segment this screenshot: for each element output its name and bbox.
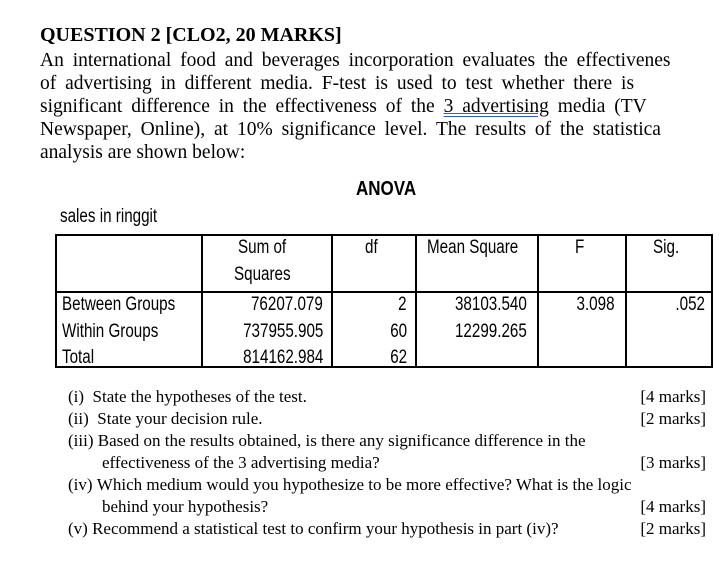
part-text: Based on the results obtained, is there any significance difference in the — [97, 431, 586, 450]
part-number: (ii) — [68, 409, 89, 428]
part-v-marks: [2 marks] — [640, 519, 706, 538]
part-text: State your decision rule. — [97, 409, 263, 428]
paragraph-line-4: Newspaper, Online), at 10% significance level. The results of the statistica — [40, 119, 661, 140]
paragraph-line-3-end: media (TV — [548, 96, 647, 117]
part-number: (i) — [68, 387, 85, 406]
part-iv — [68, 475, 632, 495]
underlined-phrase: 3 advertising — [443, 96, 549, 117]
ms-between: 38103.540 — [455, 294, 527, 315]
df-total: 62 — [390, 347, 407, 368]
paragraph-line-2: of advertising in different media. F-test is used to test whether there is — [40, 73, 635, 94]
part-text: Recommend a statistical test to confirm your hypothesis in part (iv)? — [92, 519, 559, 538]
column-divider — [415, 236, 417, 366]
ms-within: 12299.265 — [455, 321, 527, 342]
anova-units: sales in ringgit — [60, 206, 158, 227]
ss-total: 814162.984 — [242, 347, 323, 368]
paragraph-line-3 — [40, 96, 647, 118]
paragraph-line-1: An international food and beverages incorporation evaluates the effectivenes — [40, 50, 671, 71]
part-number: (v) — [68, 519, 88, 538]
part-text: Which medium would you hypothesize to be more effective? What is the logic — [96, 475, 632, 494]
column-divider — [201, 236, 203, 366]
paragraph-line-5: analysis are shown below: — [40, 142, 246, 163]
column-divider — [537, 236, 539, 366]
df-within: 60 — [390, 321, 407, 342]
df-between: 2 — [398, 294, 407, 315]
part-i-marks: [4 marks] — [640, 387, 706, 406]
header-mean-square: Mean Square — [427, 237, 519, 258]
part-v — [68, 519, 559, 539]
part-iv-marks: [4 marks] — [640, 497, 706, 516]
paragraph-line-3-start: significant difference in the effectiveness of the — [40, 96, 444, 117]
anova-table — [55, 234, 713, 368]
column-divider — [331, 236, 333, 366]
part-ii-marks: [2 marks] — [640, 409, 706, 428]
row-label-between: Between Groups — [62, 294, 176, 315]
part-number: (iii) — [68, 431, 94, 450]
question-heading: QUESTION 2 [CLO2, 20 MARKS] — [40, 24, 342, 46]
header-sum-of-squares-1: Sum of — [238, 237, 287, 258]
header-f: F — [575, 237, 585, 258]
part-iii-marks: [3 marks] — [640, 453, 706, 472]
header-divider — [57, 291, 711, 293]
ss-within: 737955.905 — [242, 321, 323, 342]
part-iv-line-2: behind your hypothesis? — [102, 497, 269, 516]
row-label-total: Total — [62, 347, 95, 368]
part-text: State the hypotheses of the test. — [92, 387, 307, 406]
column-divider — [625, 236, 627, 366]
row-label-within: Within Groups — [62, 321, 159, 342]
part-i — [68, 387, 307, 407]
part-iii-line-2: effectiveness of the 3 advertising media? — [102, 453, 380, 472]
ss-between: 76207.079 — [251, 294, 323, 315]
sig-between: .052 — [675, 294, 705, 315]
header-sum-of-squares-2: Squares — [234, 264, 291, 285]
anova-title: ANOVA — [356, 178, 417, 200]
header-df: df — [365, 237, 378, 258]
f-between: 3.098 — [576, 294, 615, 315]
part-number: (iv) — [68, 475, 93, 494]
part-ii — [68, 409, 263, 429]
header-sig: Sig. — [653, 237, 680, 258]
part-iii — [68, 431, 586, 451]
